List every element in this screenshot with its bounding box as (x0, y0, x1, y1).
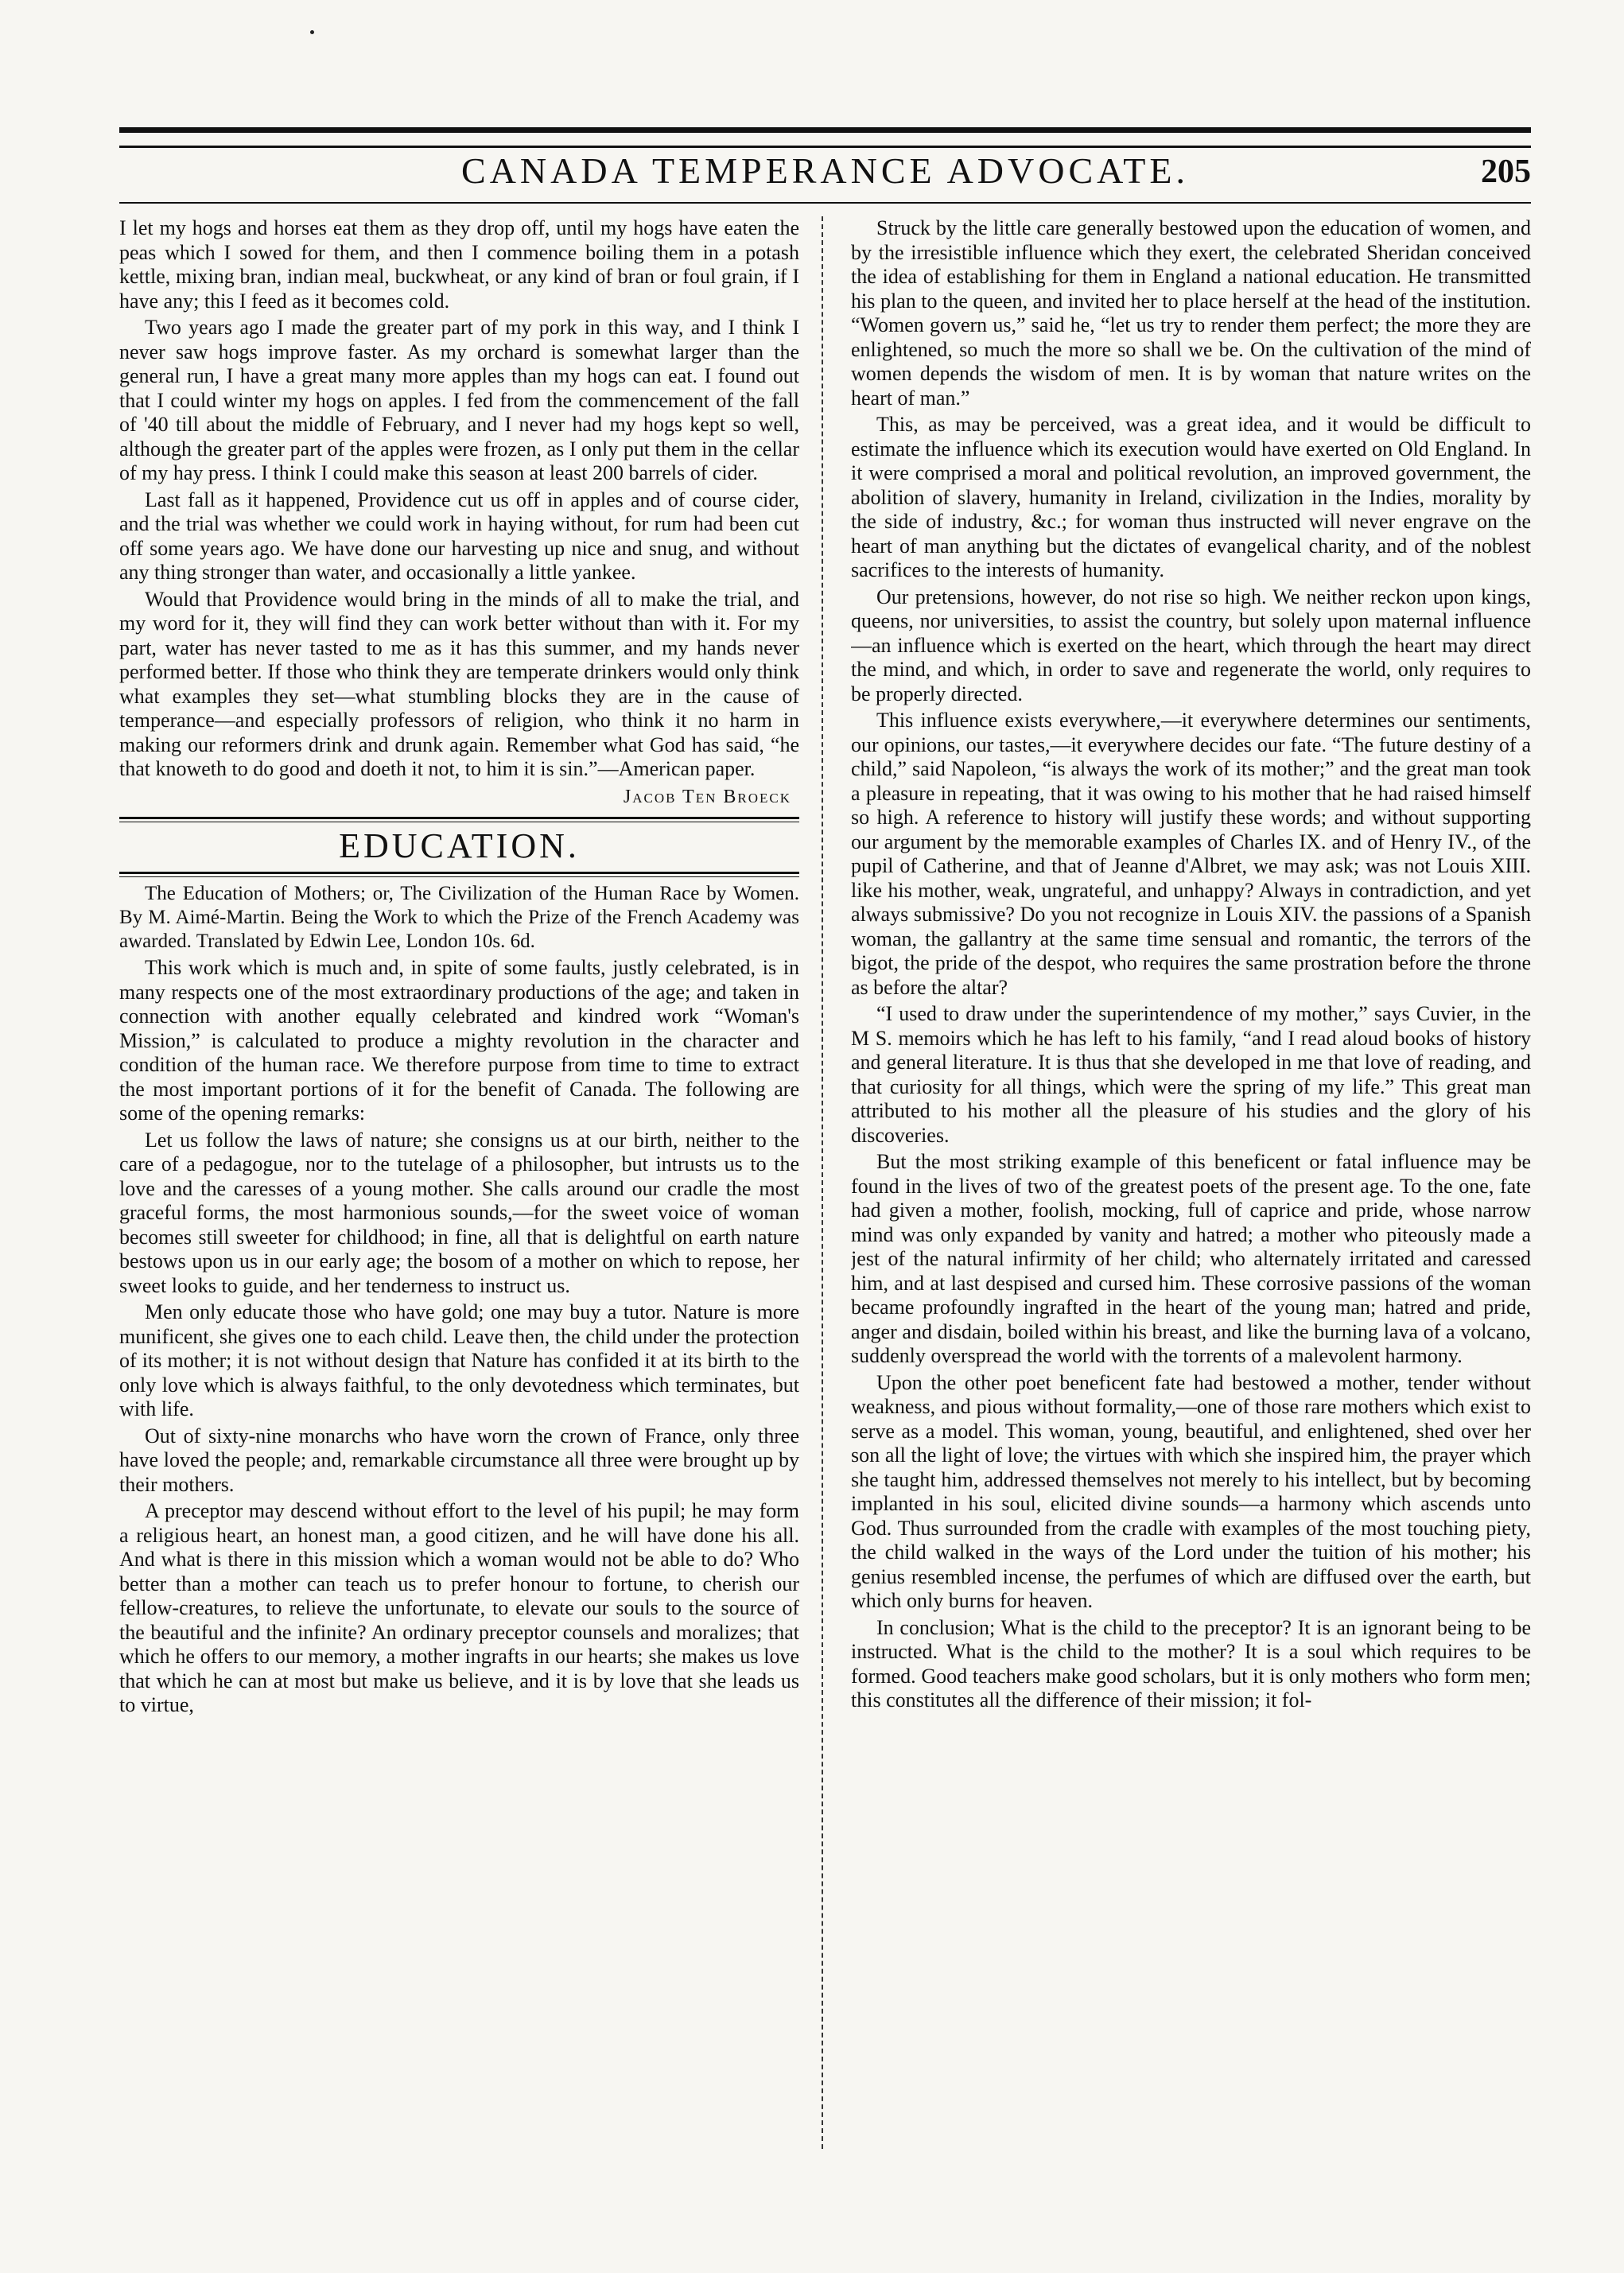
section-rule (119, 817, 799, 822)
education-paragraph: Struck by the little care generally bestowed upon the education of women, and by the irresistible influence which they exert, the celebrated Sheridan conceived the idea of establishing for them in England a national education. He transmitted his plan to the queen, and invited her to place herself at the head of the institution. “Women govern us,” said he, “let us try to render them perfect; the more they are enlightened, so much the more so shall we be. On the cultivation of the mind of women depends the wisdom of men. It is by woman that nature writes on the heart of man.” (851, 216, 1531, 410)
header-rule (119, 202, 1531, 204)
education-paragraph: “I used to draw under the superintendence of my mother,” says Cuvier, in the M S. memoirs which he has left to his family, “and I read aloud books of history and general literature. It is thus that she developed in me that love of reading, and that curiosity for all things, which were the spring of my life.” This great man attributed to his mother all the pleasure of his studies and the glory of his discoveries. (851, 1002, 1531, 1147)
education-paragraph: Our pretensions, however, do not rise so high. We neither reckon upon kings, queens, nor universities, to assist the country, but solely upon maternal influence—an influence which is exerted on the heart, which through the heart may direct the mind, and which, in order to save and regenerate the world, only requires to be properly directed. (851, 585, 1531, 705)
article-paragraph: Two years ago I made the greater part of my pork in this way, and I think I never saw hogs improve faster. As my orchard is somewhat larger than the general run, I have a great many more apples than my hogs can eat. I found out that I could winter my hogs on apples. I fed from the commencement of the fall of '40 till about the middle of February, and I never had my hogs kept so well, although the greater part of the apples were frozen, as I only put them in the cellar of my hay press. I think I could make this season at least 200 barrels of cider. (119, 316, 799, 484)
education-paragraph: Men only educate those who have gold; one may buy a tutor. Nature is more munificent, she gives one to each child. Leave then, the child under the protection of its mother; it is not without design that Nature has confided it at its birth to the only love which is always faithful, to the only devotedness which terminates, but with life. (119, 1300, 799, 1420)
education-paragraph: Upon the other poet beneficent fate had bestowed a mother, tender without weakness, and pious without formality,—one of those rare mothers which exist to serve as a model. This woman, young, beautiful, and enlightened, shed over her son all the light of love; the virtues with which she inspired him, the prayer which she taught him, addressed themselves not merely to his intellect, but by becoming implanted in his soul, elicited divine sounds—a harmony which ascends unto God. Thus surrounded from the cradle with examples of the most touching piety, the child walked in the ways of the Lord under the tuition of his mother; his genius resembled incense, the perfumes of which are diffused over the earth, but which only burns for heaven. (851, 1370, 1531, 1612)
article-paragraph: Would that Providence would bring in the minds of all to make the trial, and my word for it, they will find they can work better without than with it. For my part, water has never tasted to me as it has this summer, and my hands never performed better. If those who think they are temperate drinkers would only think what examples they set—what stumbling blocks they are in the cause of temperance—and especially professors of religion, who think it no harm in making our reformers drink and drunk again. Remember what God has said, “he that knoweth to do good and doeth it not, to him it is sin.”—American paper. (119, 587, 799, 780)
newspaper-title: CANADA TEMPERANCE ADVOCATE. (461, 150, 1189, 191)
education-paragraph: Let us follow the laws of nature; she consigns us at our birth, neither to the care of a pedagogue, nor to the tutelage of a philosopher, but intrusts us to the love and the caresses of a young mother. She calls around our cradle the most graceful forms, the most harmonious sounds,—for the sweet voice of woman becomes still sweeter for childhood; in fine, all that is delightful on earth nature bestows upon us in our early age; the bosom of a mother on which to repose, her sweet looks to guide, and her tenderness to instruct us. (119, 1128, 799, 1297)
article-paragraph: I let my hogs and horses eat them as they drop off, until my hogs have eaten the peas which I sowed for them, and then I commence boiling them in a potash kettle, mixing bran, indian meal, buckwheat, or any kind of bran or foul grain, if I have any; this I feed as it becomes cold. (119, 216, 799, 313)
page-number: 205 (1481, 153, 1531, 190)
top-double-rule (119, 127, 1531, 148)
column-divider (822, 216, 823, 2149)
education-paragraph: This, as may be perceived, was a great idea, and it would be difficult to estimate the influence which its execution would have exerted on Old England. In it were comprised a moral and political revolution, an improved government, the abolition of slavery, humanity in Ireland, civilization in the Indies, morality by the side of industry, &c.; for woman thus instructed will never engrave on the heart of man anything but the dictates of evangelical charity, and of the noblest sacrifices to the interests of humanity. (851, 413, 1531, 581)
education-paragraph: But the most striking example of this beneficent or fatal influence may be found in the lives of two of the greatest poets of the present age. To the one, fate had given a mother, foolish, mocking, full of caprice and pride, whose narrow mind was only expanded by vanity and hatred; a mother who piteously made a jest of the natural infirmity of her child; who alternately irritated and caressed him, and at last despised and cursed him. These corrosive passions of the woman became profoundly ingrafted in the heart of the young man; hatred and pride, anger and disdain, boiled within his breast, and like the burning lava of a volcano, suddenly overspread the world with the torrents of a malevolent harmony. (851, 1150, 1531, 1367)
education-paragraph: In conclusion; What is the child to the preceptor? It is an ignorant being to be instructed. What is the child to the mother? It is a soul which requires to be formed. Good teachers make good scholars, but it is only mothers who form men; this constitutes all the difference of their mission; it fol- (851, 1615, 1531, 1712)
article-paragraph: Last fall as it happened, Providence cut us off in apples and of course cider, and the trial was whether we could work in haying without, for rum had been cut off some years ago. We have done our harvesting up nice and snug, and without any thing stronger than water, and occasionally a little yankee. (119, 488, 799, 584)
education-paragraph: Out of sixty-nine monarchs who have worn the crown of France, only three have loved the people; and, remarkable circumstance all three were brought up by their mothers. (119, 1424, 799, 1496)
education-paragraph: A preceptor may descend without effort to the level of his pupil; he may form a religious heart, an honest man, a good citizen, and he will have done his all. And what is there in this mission which a woman would not be able to do? Who better than a mother can teach us to prefer honour to fortune, to cherish our fellow-creatures, to relieve the unfortunate, to elevate our souls to the source of the beautiful and the infinite? An ordinary preceptor counsels and moralizes; that which he offers to our memory, a mother ingrafts in our hearts; she makes us love that which he can at most but make us believe, and it is by love that she leads us to virtue, (119, 1499, 799, 1716)
section-title: EDUCATION. (339, 826, 580, 865)
section-rule (119, 872, 799, 877)
education-paragraph: This work which is much and, in spite of some faults, justly celebrated, is in many respects one of the most extraordinary productions of the age; and taken in connection with another equally celebrated and kindred work “Woman's Mission,” is calculated to produce a mighty revolution in the character and condition of the human race. We therefore purpose from time to time to extract the most important portions of it for the benefit of Canada. The following are some of the opening remarks: (119, 956, 799, 1125)
right-column (851, 216, 1531, 2154)
left-column (119, 216, 799, 2154)
review-heading: The Education of Mothers; or, The Civilization of the Human Race by Women. By M. Aimé-Martin. Being the Work to which the Prize of the French Academy was awarded. Translated by Edwin Lee, London 10s. 6d. (119, 883, 799, 952)
education-paragraph: This influence exists everywhere,—it everywhere determines our sentiments, our opinions, our tastes,—it everywhere decides our fate. “The future destiny of a child,” said Napoleon, “is always the work of its mother;” and the great man took a pleasure in repeating, that it was owing to his mother that he had raised himself so high. A reference to history will justify these words; and without supporting our argument by the memorable examples of Charles IX. and of Henry IV., of the pupil of Catherine, and that of Jeanne d'Albret, we may ask; was not Louis XIII. like his mother, weak, ungrateful, and unhappy? Always in contradiction, and yet always submissive? Do you not recognize in Louis XIV. the passions of a Spanish woman, the gallantry at the same time sensual and romantic, the terrors of the bigot, the pride of the despot, who requires the same prostration before the throne as before the altar? (851, 709, 1531, 999)
ink-speck (310, 30, 314, 34)
signature: Jacob Ten Broeck (623, 786, 791, 807)
page-header (119, 150, 1531, 202)
